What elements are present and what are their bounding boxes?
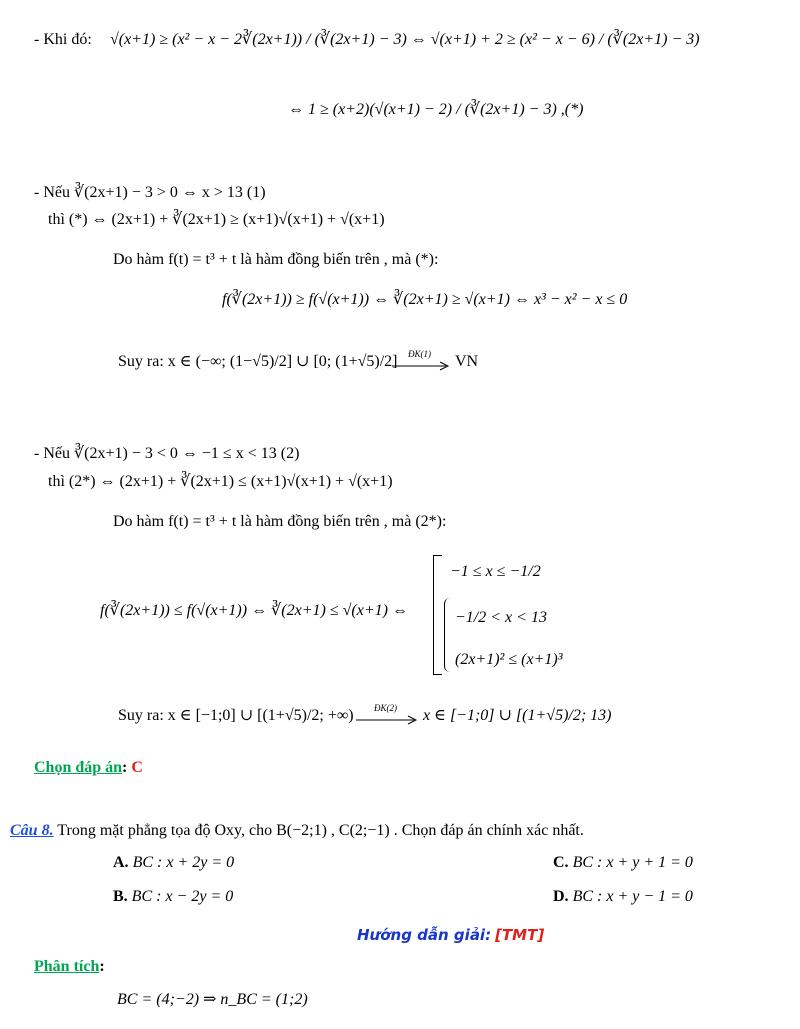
case1-vn: VN: [455, 353, 479, 370]
option-b-text: BC : x − 2y = 0: [131, 888, 234, 905]
case2-arrow: [354, 703, 420, 728]
question-text: Trong mặt phẳng tọa độ Oxy, cho B(−2;1) , C(2;−1) . Chọn đáp án chính xác nhất.: [57, 822, 584, 839]
system-option-b2: (2x+1)² ≤ (x+1)³: [455, 651, 563, 668]
answer-label: Chọn đáp án: [34, 759, 123, 776]
case2-inequality: f(∛(2x+1)) ≤ f(√(x+1)) ⇔ ∛(2x+1) ≤ √(x+1) ⇔: [100, 602, 408, 619]
case2-arrow-label: ĐK(2): [374, 703, 397, 713]
case2-result: x ∈ [−1;0] ∪ [(1+√5)/2; 13): [423, 707, 612, 724]
option-a-key: A.: [113, 854, 129, 871]
guide-title: Hướng dẫn giải:: [357, 926, 492, 944]
analysis-colon: :: [99, 958, 105, 975]
case1-inequality: f(∛(2x+1)) ≥ f(√(x+1)) ⇔ ∛(2x+1) ≥ √(x+1) ⇔ x³ − x² − x ≤ 0: [222, 291, 628, 308]
case2-suy-ra: Suy ra: x ∈ [−1;0] ∪ [(1+√5)/2; +∞): [118, 707, 354, 724]
case1-arrow: [390, 349, 452, 374]
analysis-heading: [34, 957, 105, 977]
option-a-text: BC : x + 2y = 0: [132, 854, 235, 871]
system-option-a: −1 ≤ x ≤ −1/2: [450, 563, 541, 580]
case1-suy-ra: Suy ra: x ∈ (−∞; (1−√5)/2] ∪ [0; (1+√5)/2]: [118, 353, 398, 370]
case1-heading: - Nếu ∛(2x+1) − 3 > 0 ⇔ x > 13 (1): [34, 184, 266, 201]
option-c: [553, 853, 693, 873]
answer-value: C: [131, 759, 143, 776]
option-c-key: C.: [553, 854, 569, 871]
analysis-equation: BC = (4;−2) ⇒ n_BC = (1;2): [117, 991, 308, 1008]
case1-thi: thì (*) ⇔ (2x+1) + ∛(2x+1) ≥ (x+1)√(x+1) + √(x+1): [48, 211, 385, 228]
option-a: [113, 853, 234, 873]
khi-do-label: - Khi đó:: [34, 31, 92, 48]
option-b-key: B.: [113, 888, 128, 905]
guide-tag: [TMT]: [495, 926, 545, 944]
analysis-label: Phân tích: [34, 958, 100, 975]
answer-colon: :: [122, 759, 128, 776]
guide-heading: [357, 925, 544, 946]
case2-do-ham: Do hàm f(t) = t³ + t là hàm đồng biến trên , mà (2*):: [113, 513, 447, 530]
option-d: [553, 887, 693, 907]
case2-thi: thì (2*) ⇔ (2x+1) + ∛(2x+1) ≤ (x+1)√(x+1) + √(x+1): [48, 473, 393, 490]
equation-1: √(x+1) ≥ (x² − x − 2∛(2x+1)) / (∛(2x+1) − 3) ⇔ √(x+1) + 2 ≥ (x² − x − 6) / (∛(2x+1) − 3): [110, 31, 700, 48]
question-8: [10, 821, 584, 841]
system-brace: [444, 598, 451, 672]
answer-line: [34, 758, 143, 778]
option-d-text: BC : x + y − 1 = 0: [572, 888, 693, 905]
case1-arrow-label: ĐK(1): [408, 349, 431, 359]
equation-2: ⇔ 1 ≥ (x+2)(√(x+1) − 2) / (∛(2x+1) − 3) ,(*): [288, 101, 584, 118]
system-bracket: [433, 555, 442, 675]
system-option-b1: −1/2 < x < 13: [455, 609, 547, 626]
option-d-key: D.: [553, 888, 569, 905]
question-label: Câu 8.: [10, 822, 54, 839]
option-c-text: BC : x + y + 1 = 0: [572, 854, 693, 871]
option-b: [113, 887, 233, 907]
case2-heading: - Nếu ∛(2x+1) − 3 < 0 ⇔ −1 ≤ x < 13 (2): [34, 445, 300, 462]
case1-do-ham: Do hàm f(t) = t³ + t là hàm đồng biến trên , mà (*):: [113, 251, 439, 268]
